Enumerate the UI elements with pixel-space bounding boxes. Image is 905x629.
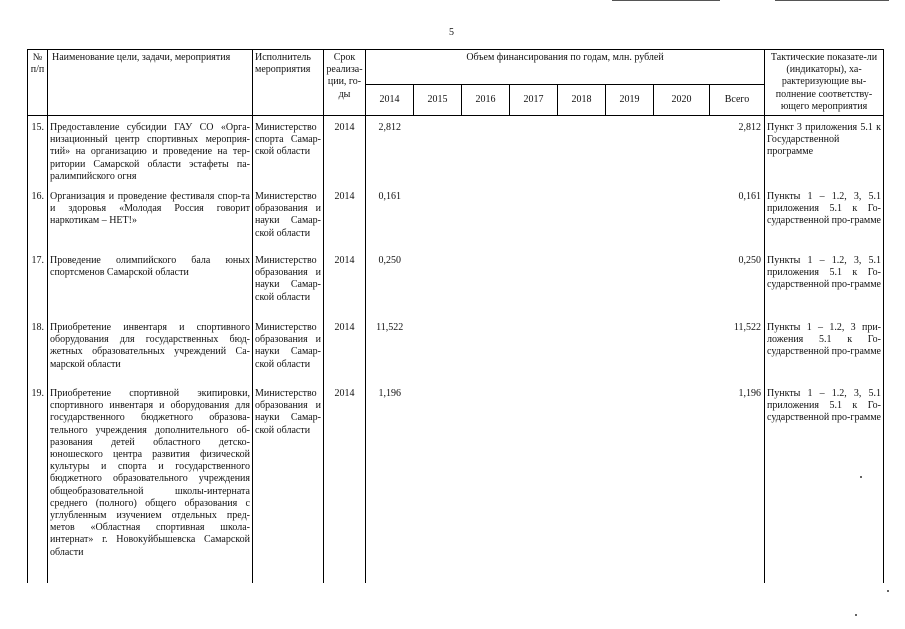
- row-executor: Министерство образования и науки Самар-ской области: [253, 249, 324, 316]
- table-row: [28, 382, 884, 583]
- financing-table: [27, 49, 884, 583]
- col-header-year: 2014: [366, 85, 414, 116]
- row-total: 2,812: [710, 116, 765, 186]
- col-header-year: 2019: [606, 85, 654, 116]
- row-value-2014: 1,196: [366, 382, 414, 583]
- col-header-financing: Объем финансирования по годам, млн. рублей: [366, 50, 765, 85]
- table-row: [28, 249, 884, 316]
- row-executor: Министерство образования и науки Самар-ской области: [253, 316, 324, 382]
- col-header-num: № п/п: [28, 50, 48, 116]
- row-executor: Министерство спорта Самар-ской области: [253, 116, 324, 186]
- row-total: 0,161: [710, 185, 765, 249]
- row-total: 1,196: [710, 382, 765, 583]
- row-name: Приобретение инвентаря и спортивного оборудования для государственных бюд-жетных образовательных учреждений Са-марской области: [48, 316, 253, 382]
- scan-speck: [887, 590, 889, 592]
- col-header-executor: Исполнитель мероприятия: [253, 50, 324, 116]
- row-indicator: Пункты 1 – 1.2, 3, 5.1 приложения 5.1 к Го-сударственной про-грамме: [765, 249, 884, 316]
- col-header-indicators: Тактические показате-ли (индикаторы), ха-рактеризующие вы-полнение соответству-ющего мероприятия: [765, 50, 884, 116]
- row-term: 2014: [324, 382, 366, 583]
- row-name: Приобретение спортивной экипировки, спортивного инвентаря и оборудования для государственного бюджетного образова-тельного учреждения дополнительного об-разования детей областного детско-юношеского центра развития физической культуры и спорта и государственного бюджетного образовательного учреждения общеобразовательной школы-интерната среднего (полного) общего образования с углубленным изучением отдельных пред-метов «Областная спортивная школа-интернат» г. Новокуйбышевска Самарской области: [48, 382, 253, 583]
- col-header-year: 2015: [414, 85, 462, 116]
- scan-speck: [860, 476, 862, 478]
- page-number: 5: [449, 27, 454, 38]
- header-row: [28, 50, 884, 85]
- row-total: 0,250: [710, 249, 765, 316]
- row-indicator: Пункты 1 – 1.2, 3 при-ложения 5.1 к Го-сударственной про-грамме: [765, 316, 884, 382]
- row-value-2014: 0,250: [366, 249, 414, 316]
- row-indicator: Пункты 1 – 1.2, 3, 5.1 приложения 5.1 к Го-сударственной про-грамме: [765, 185, 884, 249]
- table-row: [28, 116, 884, 186]
- col-header-year: 2016: [462, 85, 510, 116]
- row-value-2014: 2,812: [366, 116, 414, 186]
- row-value-2014: 11,522: [366, 316, 414, 382]
- col-header-year: 2020: [654, 85, 710, 116]
- row-number: 17.: [28, 249, 48, 316]
- row-number: 18.: [28, 316, 48, 382]
- col-header-year: 2017: [510, 85, 558, 116]
- row-total: 11,522: [710, 316, 765, 382]
- scan-speck: [855, 614, 857, 616]
- row-term: 2014: [324, 249, 366, 316]
- row-number: 15.: [28, 116, 48, 186]
- row-executor: Министерство образования и науки Самар-ской области: [253, 185, 324, 249]
- row-term: 2014: [324, 185, 366, 249]
- row-name: Организация и проведение фестиваля спор-та и здоровья «Молодая Россия говорит наркотикам – НЕТ!»: [48, 185, 253, 249]
- top-rule-right: [775, 0, 889, 1]
- row-value-2014: 0,161: [366, 185, 414, 249]
- row-term: 2014: [324, 116, 366, 186]
- row-number: 19.: [28, 382, 48, 583]
- col-header-total: Всего: [710, 85, 765, 116]
- row-indicator: Пункт 3 приложения 5.1 к Государственной программе: [765, 116, 884, 186]
- col-header-term: Срок реализа-ции, го-ды: [324, 50, 366, 116]
- row-name: Предоставление субсидии ГАУ СО «Орга-низационный центр спортивных мероприя-тий» на организацию и проведение на тер-ритории Самарской области эстафеты па-ралимпийского огня: [48, 116, 253, 186]
- top-rule-left: [612, 0, 720, 1]
- row-executor: Министерство образования и науки Самар-ской области: [253, 382, 324, 583]
- row-number: 16.: [28, 185, 48, 249]
- col-header-name: Наименование цели, задачи, мероприятия: [48, 50, 253, 116]
- table-row: [28, 316, 884, 382]
- row-term: 2014: [324, 316, 366, 382]
- table-row: [28, 185, 884, 249]
- col-header-year: 2018: [558, 85, 606, 116]
- row-name: Проведение олимпийского бала юных спортсменов Самарской области: [48, 249, 253, 316]
- row-indicator: Пункты 1 – 1.2, 3, 5.1 приложения 5.1 к Го-сударственной про-грамме: [765, 382, 884, 583]
